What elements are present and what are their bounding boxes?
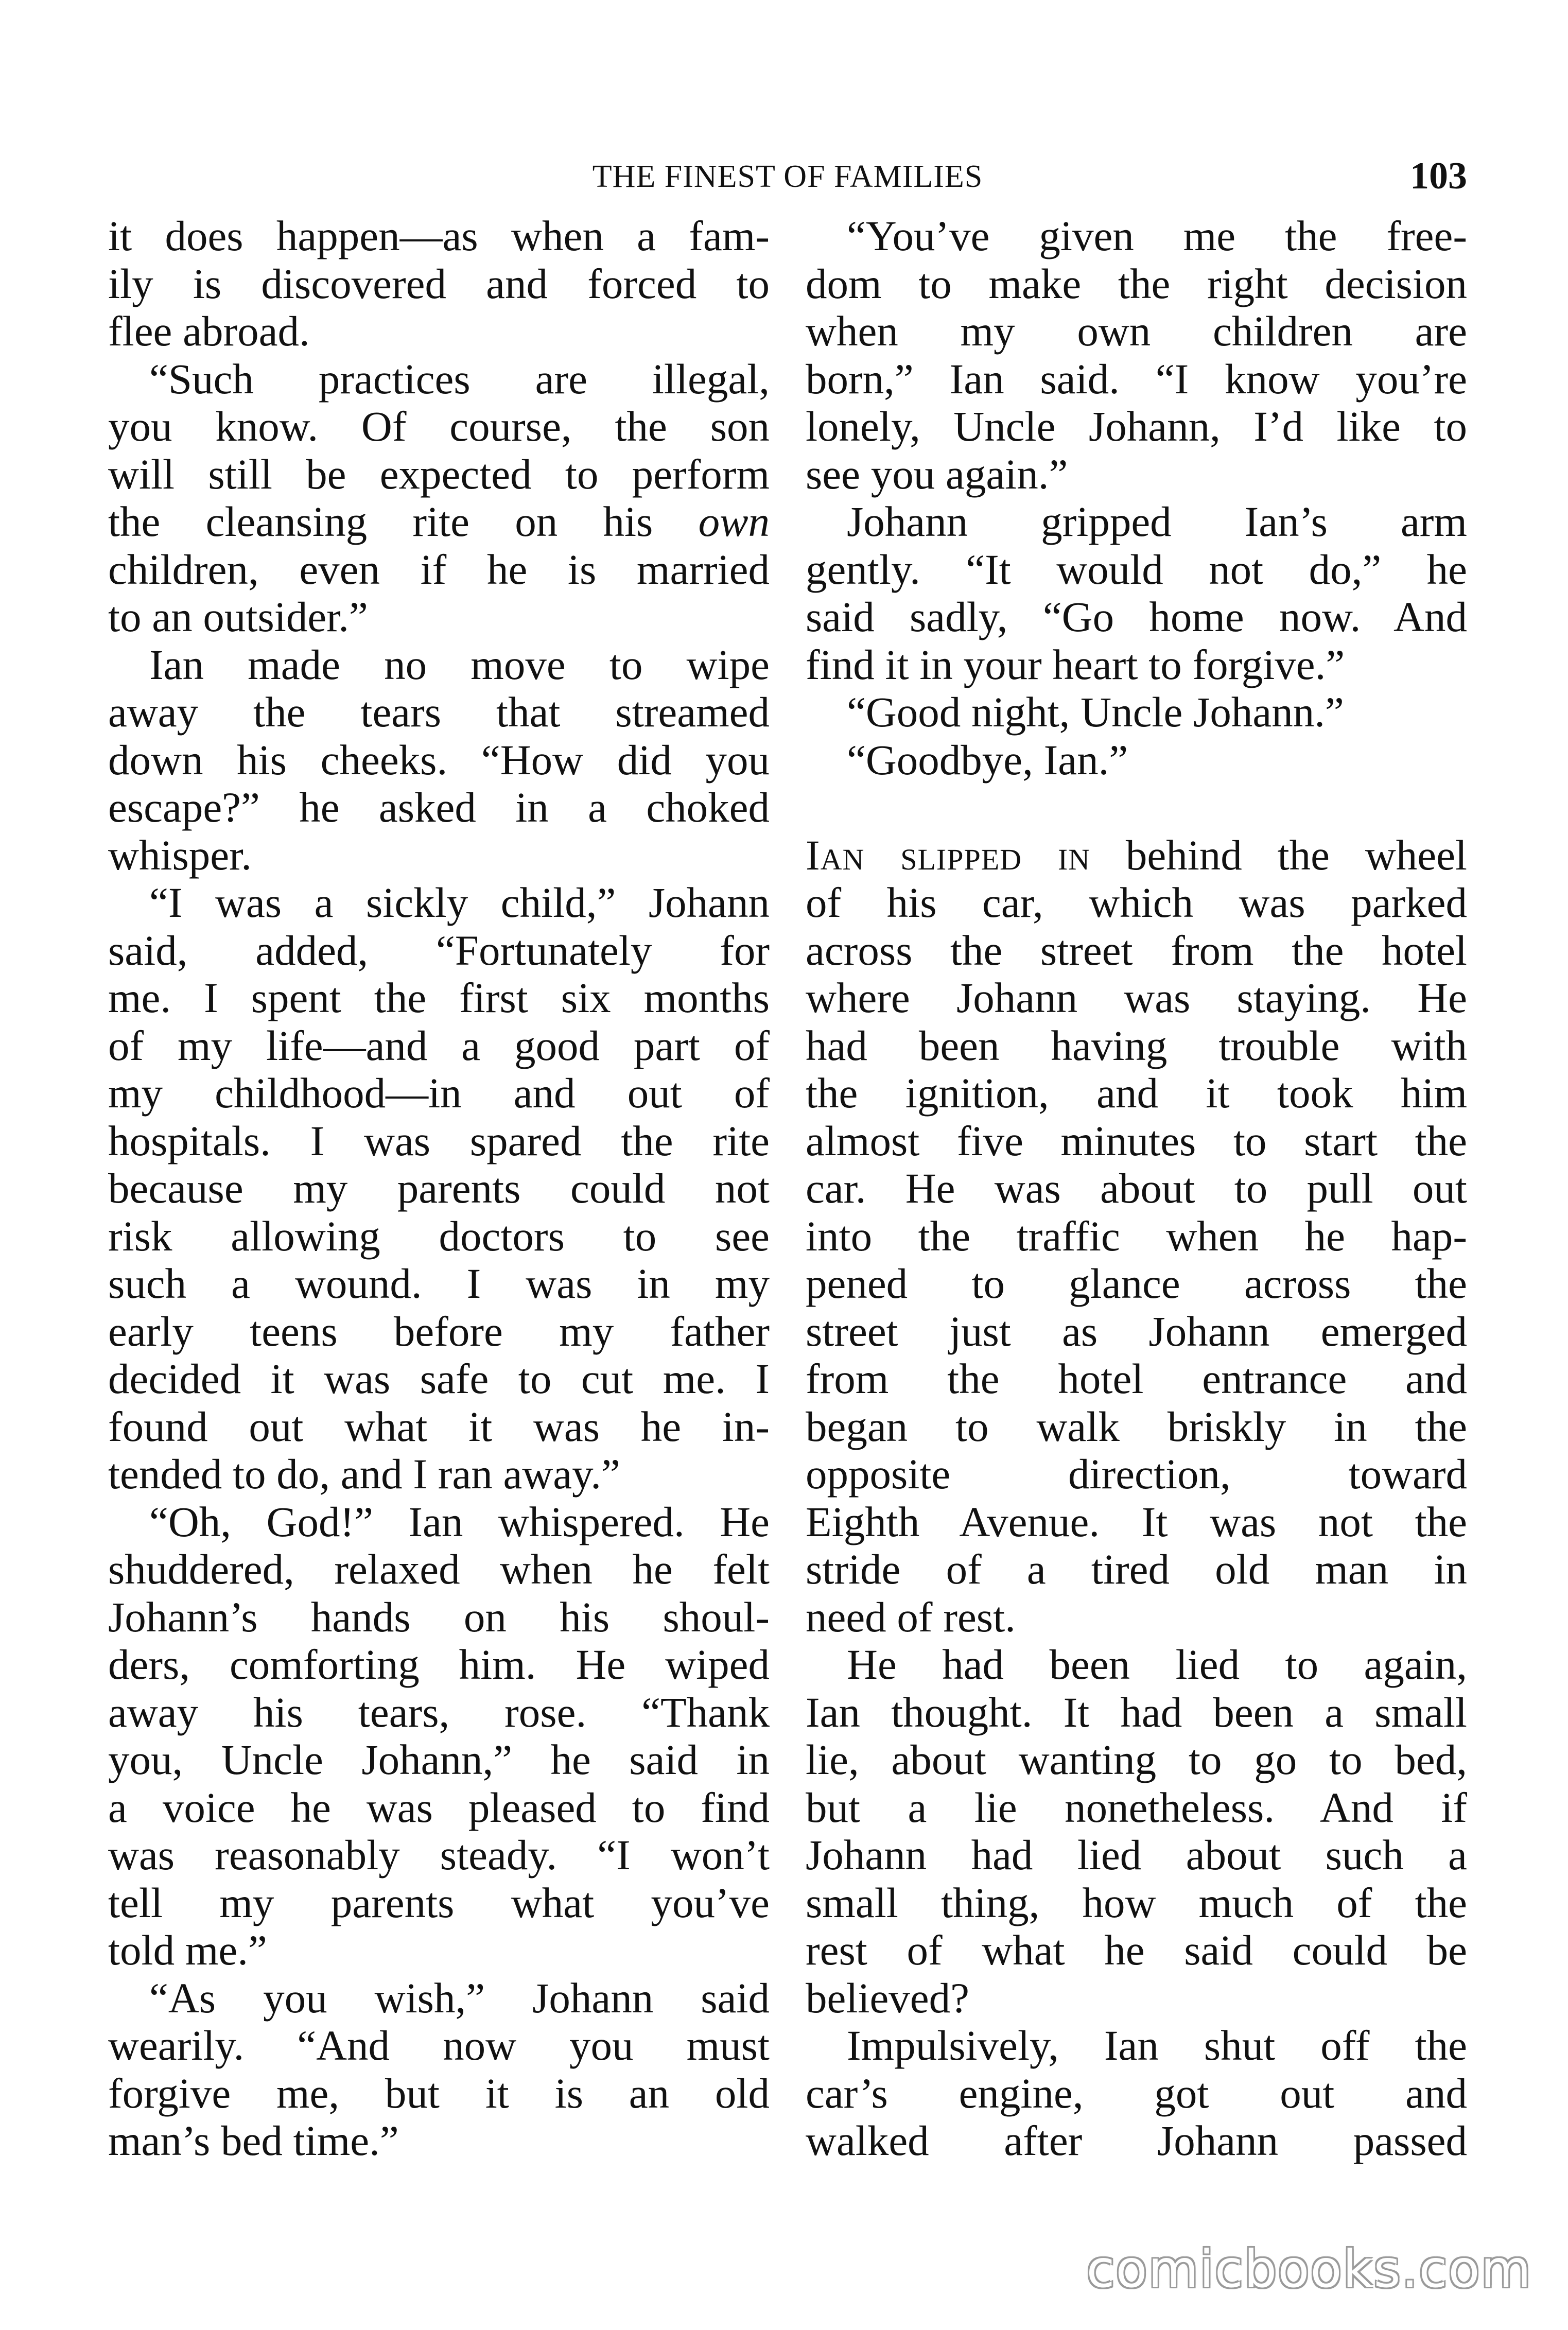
text-line: Johann gripped Ian’s arm: [847, 498, 1467, 545]
text-line: “I was a sickly child,” Johann: [149, 879, 770, 926]
text-line: decided it was safe to cut me. I: [108, 1355, 770, 1402]
italic-word: own: [698, 498, 770, 545]
text-line: children, even if he is married: [108, 545, 770, 593]
text-line: was reasonably steady. “I won’t: [108, 1831, 770, 1879]
text-line: a voice he was pleased to find: [108, 1783, 770, 1831]
text-line: Impulsively, Ian shut off the: [847, 2022, 1467, 2069]
text-line: early teens before my father: [108, 1307, 770, 1355]
text-line: “As you wish,” Johann said: [149, 1974, 770, 2022]
text-line: walked after Johann passed: [806, 2117, 1467, 2164]
text-line: street just as Johann emerged: [806, 1307, 1467, 1355]
text-line: of my life—and a good part of: [108, 1021, 770, 1069]
text-line: lie, about wanting to go to bed,: [806, 1736, 1467, 1783]
text-line: wearily. “And now you must: [108, 2022, 770, 2069]
text-line: because my parents could not: [108, 1164, 770, 1212]
text-line: car. He was about to pull out: [806, 1164, 1467, 1212]
text-line: will still be expected to perform: [108, 450, 770, 498]
text-line: Ian made no move to wipe: [149, 640, 770, 688]
text-line: forgive me, but it is an old: [108, 2069, 770, 2117]
text-line: ders, comforting him. He wiped: [108, 1641, 770, 1688]
section-opener: Ian slipped in: [806, 831, 1091, 879]
text-line: lonely, Uncle Johann, I’d like to: [806, 403, 1467, 450]
left-column: [108, 212, 770, 2165]
text-line: said, added, “Fortunately for: [108, 926, 770, 974]
page-header: [108, 154, 1467, 211]
text-line: “Oh, God!” Ian whispered. He: [149, 1498, 770, 1545]
text-line: tended to do, and I ran away.”: [108, 1450, 620, 1498]
text-line: whisper.: [108, 831, 252, 879]
text-line: my childhood—in and out of: [108, 1069, 770, 1117]
text-line: but a lie nonetheless. And if: [806, 1783, 1467, 1831]
text-line: Johann’s hands on his shoul-: [108, 1593, 770, 1641]
text-line: had been having trouble with: [806, 1021, 1467, 1069]
text-line: escape?” he asked in a choked: [108, 784, 770, 831]
text-line: of his car, which was parked: [806, 879, 1467, 926]
text-line: He had been lied to again,: [847, 1641, 1467, 1688]
text-segment: behind the wheel: [1090, 831, 1467, 879]
text-line: flee abroad.: [108, 307, 310, 355]
text-line: almost five minutes to start the: [806, 1117, 1467, 1164]
text-line: car’s engine, got out and: [806, 2069, 1467, 2117]
text-line: shuddered, relaxed when he felt: [108, 1545, 770, 1593]
text-line: across the street from the hotel: [806, 926, 1467, 974]
text-line: gently. “It would not do,” he: [806, 545, 1467, 593]
text-line: dom to make the right decision: [806, 259, 1467, 307]
page-number: 103: [1410, 155, 1467, 197]
text-line: where Johann was staying. He: [806, 974, 1467, 1021]
text-line: “You’ve given me the free-: [847, 212, 1467, 259]
text-line: from the hotel entrance and: [806, 1355, 1467, 1402]
text-line: need of rest.: [806, 1593, 1016, 1641]
text-line: to an outsider.”: [108, 593, 368, 640]
text-line: opposite direction, toward: [806, 1450, 1467, 1498]
text-line: away the tears that streamed: [108, 688, 770, 736]
text-line: risk allowing doctors to see: [108, 1212, 770, 1260]
text-line: me. I spent the first six months: [108, 974, 770, 1021]
text-line: born,” Ian said. “I know you’re: [806, 355, 1467, 403]
text-line: the ignition, and it took him: [806, 1069, 1467, 1117]
text-line: when my own children are: [806, 307, 1467, 355]
text-line: such a wound. I was in my: [108, 1260, 770, 1307]
text-line: found out what it was he in-: [108, 1402, 770, 1450]
text-line: “Such practices are illegal,: [149, 355, 770, 403]
running-title: THE FINEST OF FAMILIES: [592, 159, 983, 194]
text-line: tell my parents what you’ve: [108, 1879, 770, 1926]
text-segment: the cleansing rite on his: [108, 498, 699, 545]
text-line: ily is discovered and forced to: [108, 259, 770, 307]
text-line: said sadly, “Go home now. And: [806, 593, 1467, 640]
text-line: stride of a tired old man in: [806, 1545, 1467, 1593]
text-line: man’s bed time.”: [108, 2117, 399, 2164]
text-line: Ian thought. It had been a small: [806, 1688, 1467, 1736]
right-column: [806, 212, 1467, 2165]
text-line: rest of what he said could be: [806, 1926, 1467, 1974]
text-line: small thing, how much of the: [806, 1879, 1467, 1926]
text-line: pened to glance across the: [806, 1260, 1467, 1307]
text-line: [806, 831, 1467, 879]
text-line: told me.”: [108, 1926, 267, 1974]
text-line: “Goodbye, Ian.”: [847, 736, 1128, 784]
text-line: hospitals. I was spared the rite: [108, 1117, 770, 1164]
text-line: “Good night, Uncle Johann.”: [847, 688, 1344, 736]
text-line: it does happen—as when a fam-: [108, 212, 770, 259]
text-line: believed?: [806, 1974, 969, 2022]
text-line: you, Uncle Johann,” he said in: [108, 1736, 770, 1783]
text-line: down his cheeks. “How did you: [108, 736, 770, 784]
text-line: you know. Of course, the son: [108, 403, 770, 450]
text-line: find it in your heart to forgive.”: [806, 640, 1345, 688]
text-line: Johann had lied about such a: [806, 1831, 1467, 1879]
text-line: away his tears, rose. “Thank: [108, 1688, 770, 1736]
section-break: [806, 784, 1467, 831]
text-line: into the traffic when he hap-: [806, 1212, 1467, 1260]
watermark: comicbooks.com: [1086, 2239, 1532, 2299]
text-line: Eighth Avenue. It was not the: [806, 1498, 1467, 1545]
text-line: see you again.”: [806, 450, 1068, 498]
text-line: [108, 498, 770, 546]
text-line: began to walk briskly in the: [806, 1402, 1467, 1450]
